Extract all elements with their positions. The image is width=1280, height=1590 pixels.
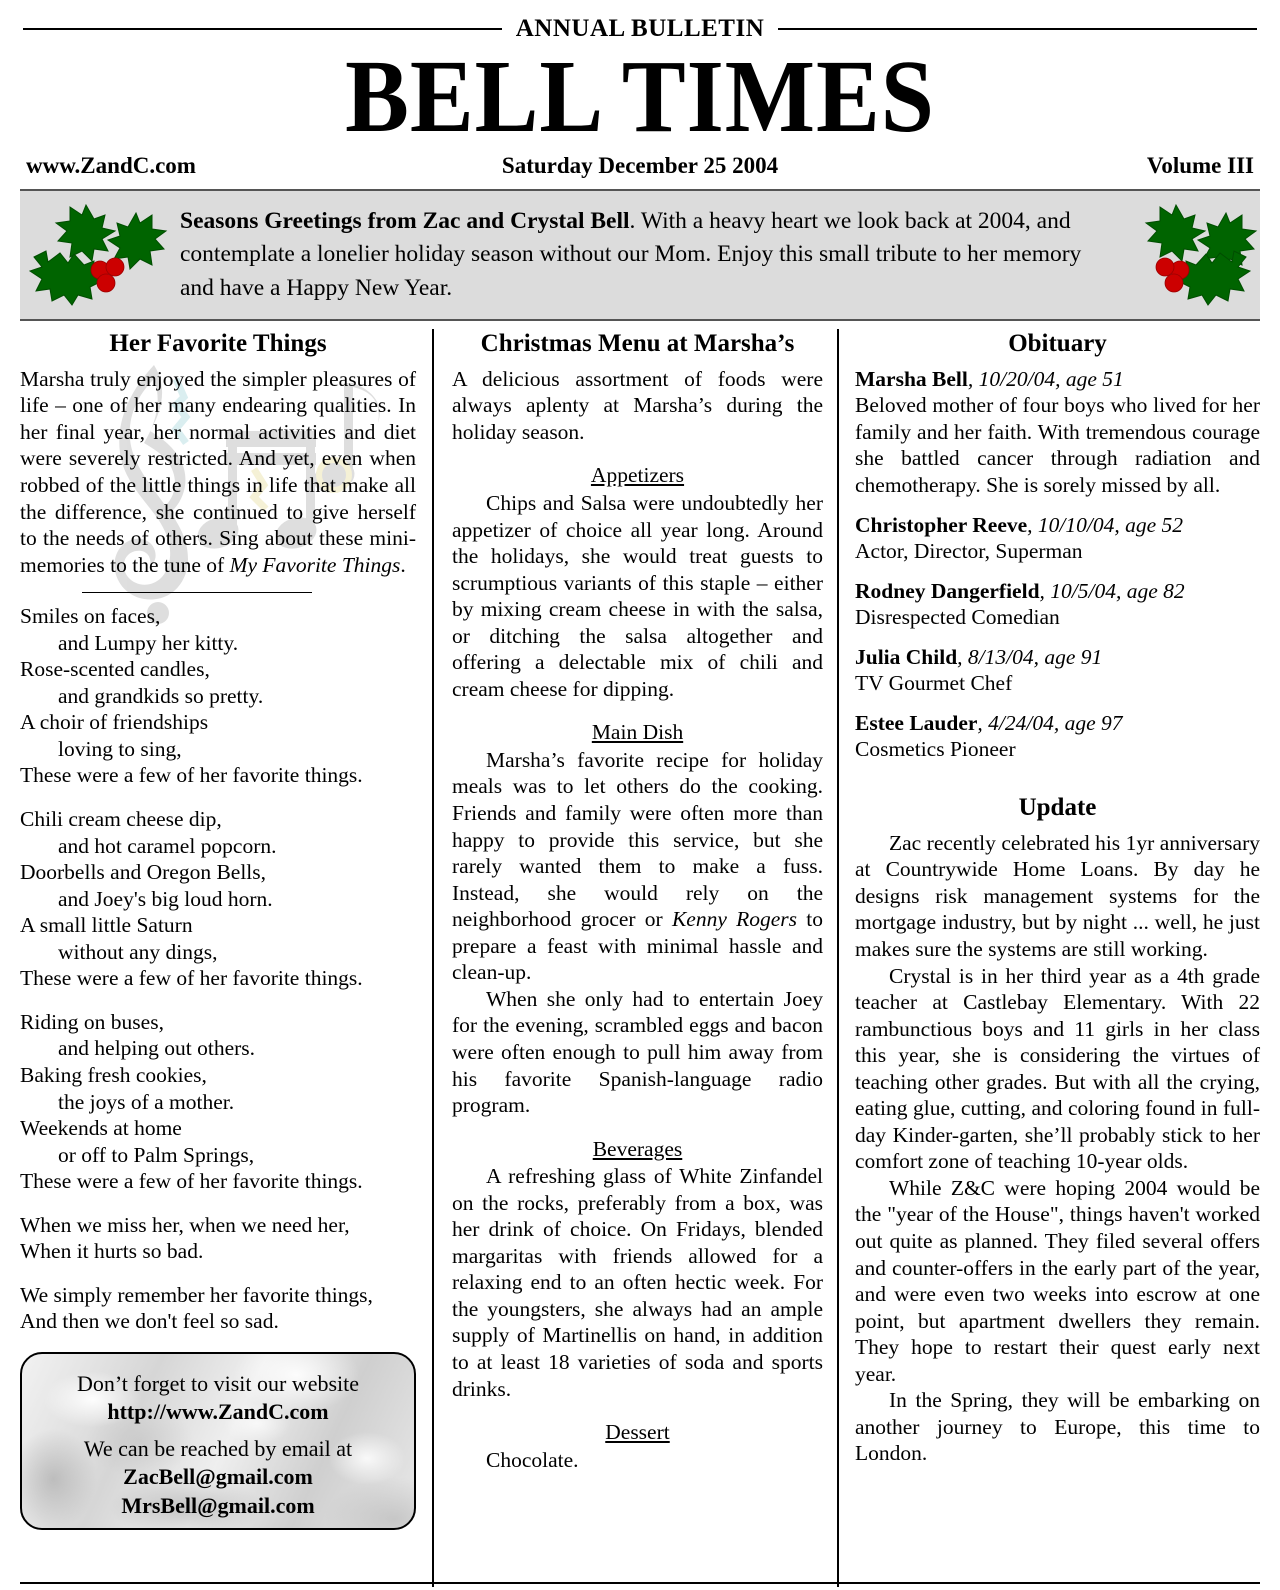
menu-subheading-label: Main Dish	[591, 720, 684, 745]
lyric-line: When we miss her, when we need her,	[20, 1212, 350, 1237]
newsletter-page	[0, 16, 1280, 1590]
lyrics-block	[20, 603, 416, 1335]
update-paragraph: While Z&C were hoping 2004 would be the "year of the House", things haven't worked out quite as planned. They filed several offers and counter-offers in the early part of the year, and were even two weeks into escrow at one point, but apartment dwellers they remain. They hope to restart their quest early next year.	[855, 1175, 1260, 1386]
holly-icon-left	[20, 195, 170, 315]
menu-subheading-label: Beverages	[592, 1136, 683, 1161]
kicker-rule-left	[23, 28, 502, 30]
banner-message	[170, 205, 1110, 305]
lyric-line: When it hurts so bad.	[20, 1239, 204, 1264]
lyric-line: And then we don't feel so sad.	[20, 1309, 279, 1334]
obituary-entry-name: Julia Child	[855, 644, 958, 669]
lyric-line: Baking fresh cookies,	[20, 1062, 207, 1087]
obituary-entry	[855, 644, 1260, 697]
lyrics-divider	[82, 592, 312, 593]
menu-sections	[452, 462, 823, 1473]
contact-email-zac[interactable]: ZacBell@gmail.com	[123, 1464, 313, 1490]
obituary-entry-header	[855, 578, 1260, 605]
obituary-entry-meta: , 10/5/04, age 82	[1039, 578, 1185, 603]
obituary-entry	[855, 366, 1260, 499]
obituary-heading: Obituary	[1008, 329, 1107, 357]
update-paragraph: Crystal is in her third year as a 4th grade teacher at Castlebay Elementary. With 22 rambunctious boys and 11 girls in her class this year, she is considering the virtues of teaching other grades. But with all the crying, eating glue, cutting, and coloring found in full-day Kinder-garten, she’ll probably stick to her comfort zone of teaching 10-year olds.	[855, 963, 1260, 1174]
menu-paragraph-text: Chips and Salsa were undoubtedly her appetizer of choice all year long. Around the holidays, she would treat guests to scrumptious variants of this staple – either by mixing cream cheese in with the salsa, or ditching the salsa altogether and offering a delectable mix of chili and cream cheese for dipping.	[452, 491, 823, 701]
menu-paragraph-text: A refreshing glass of White Zinfandel on the rocks, preferably from a box, was her drink of choice. On Fridays, blended margaritas with friends allowed for a relaxing end to an often hectic week. For the youngsters, she always had an ample supply of Martinellis on hand, in addition to at least 18 varieties of soda and sports drinks.	[452, 1164, 823, 1401]
obituary-entry	[855, 512, 1260, 565]
obituary-entry-header	[855, 366, 1260, 393]
menu-subheading-label: Appetizers	[590, 463, 685, 488]
lyric-line: These were a few of her favorite things.	[20, 966, 363, 991]
column-obituary-update	[839, 329, 1260, 1587]
greeting-banner	[20, 189, 1260, 321]
obituary-entry-name: Rodney Dangerfield	[855, 578, 1040, 603]
obituary-entry	[855, 578, 1260, 631]
lyric-stanza	[20, 1212, 416, 1265]
favorite-things-intro	[20, 366, 416, 578]
obituary-entry-description: Disrespected Comedian	[855, 605, 1060, 630]
menu-paragraph	[452, 1447, 823, 1474]
obituary-entry-name: Estee Lauder	[855, 710, 978, 735]
update-paragraph: In the Spring, they will be embarking on another journey to Europe, this time to London.	[855, 1388, 1260, 1466]
obituary-list	[855, 366, 1260, 763]
menu-subheading	[452, 1136, 823, 1163]
obituary-entry-description: Cosmetics Pioneer	[855, 737, 1016, 762]
obituary-entry	[855, 710, 1260, 763]
intro-text-b: .	[400, 552, 406, 577]
lyric-line: and Lumpy her kitty.	[58, 630, 239, 655]
menu-paragraph-text: Chocolate.	[486, 1447, 579, 1472]
page-title: BELL TIMES	[345, 39, 935, 154]
kicker-label: ANNUAL BULLETIN	[515, 15, 765, 42]
obituary-entry-meta: , 8/13/04, age 91	[957, 644, 1103, 669]
obituary-entry-meta: , 10/10/04, age 52	[1027, 512, 1184, 537]
lyric-line: These were a few of her favorite things.	[20, 1169, 363, 1194]
menu-subheading	[452, 719, 823, 746]
lyric-stanza	[20, 1282, 416, 1335]
menu-paragraph	[452, 747, 823, 986]
lyric-line: A choir of friendships	[20, 710, 209, 735]
obituary-entry-name: Christopher Reeve	[855, 512, 1028, 537]
intro-song-title: My Favorite Things	[229, 552, 401, 577]
menu-subheading-label: Dessert	[605, 1420, 670, 1445]
menu-paragraph	[452, 490, 823, 702]
column-two-heading: Christmas Menu at Marsha’s	[480, 329, 795, 357]
menu-paragraph-text-tail: to prepare a feast with minimal hassle and clean-up.	[452, 907, 823, 985]
obituary-entry-description: Actor, Director, Superman	[855, 539, 1083, 564]
lyric-line: Weekends at home	[20, 1116, 182, 1141]
masthead-volume: Volume III	[1146, 152, 1254, 178]
menu-paragraph-emphasis: Kenny Rogers	[671, 907, 798, 932]
intro-text-a: Marsha truly enjoyed the simpler pleasures of life – one of her many endearing qualities. In her final year, her normal activities and diet were severely restricted. And yet, even when robbed of the little things in life that make all the difference, she continued to give herself to the needs of others. Sing about these mini-memories to the tune of	[20, 366, 416, 577]
kicker-rule-right	[778, 28, 1257, 30]
lyric-line: Smiles on faces,	[20, 604, 161, 629]
menu-paragraph	[452, 986, 823, 1119]
lyric-line: and grandkids so pretty.	[58, 683, 264, 708]
menu-paragraph-text: When she only had to entertain Joey for the evening, scrambled eggs and bacon were often enough to pull him away from his favorite Spanish-language radio program.	[452, 986, 823, 1118]
contact-box	[20, 1352, 416, 1530]
obituary-entry-header	[855, 512, 1260, 539]
menu-intro: A delicious assortment of foods were always aplenty at Marsha’s during the holiday season.	[452, 366, 823, 444]
contact-email-label: We can be reached by email at	[83, 1436, 353, 1462]
lyric-line: Doorbells and Oregon Bells,	[20, 860, 267, 885]
banner-lead: Seasons Greetings from Zac and Crystal Bell	[180, 207, 630, 234]
menu-paragraph	[452, 1163, 823, 1402]
menu-paragraph-text: Marsha’s favorite recipe for holiday meals was to let others do the cooking. Friends and family were often more than happy to provide this service, but she rarely wanted them to make a fuss. Instead, she would rely on the neighborhood grocer or	[452, 747, 823, 932]
obituary-entry-name: Marsha Bell	[855, 366, 968, 391]
update-heading: Update	[1018, 793, 1097, 821]
lyric-line: We simply remember her favorite things,	[20, 1282, 373, 1307]
obituary-entry-meta: , 10/20/04, age 51	[967, 366, 1124, 391]
obituary-entry-header	[855, 710, 1260, 737]
lyric-line: A small little Saturn	[20, 913, 193, 938]
update-paragraph: Zac recently celebrated his 1yr anniversary at Countrywide Home Loans. By day he designs risk management systems for the mortgage industry, but by night ... well, he just makes sure the systems are still working.	[855, 830, 1260, 961]
menu-subheading	[452, 1419, 823, 1446]
obituary-entry-meta: , 4/24/04, age 97	[977, 710, 1123, 735]
update-body	[855, 830, 1260, 1467]
masthead-subheader	[20, 149, 1260, 185]
contact-spacer	[22, 1426, 414, 1435]
lyric-line: and helping out others.	[58, 1036, 256, 1061]
menu-subheading	[452, 462, 823, 489]
contact-website-url[interactable]: http://www.ZandC.com	[107, 1399, 329, 1425]
masthead-website: www.ZandC.com	[26, 152, 196, 178]
content-columns	[20, 329, 1260, 1587]
masthead-date: Saturday December 25 2004	[501, 152, 779, 178]
lyric-stanza	[20, 603, 416, 789]
masthead-kicker-row	[20, 16, 1260, 41]
lyric-line: or off to Palm Springs,	[58, 1142, 255, 1167]
banner-body: . With a heavy heart we look back at 2004, and contemplate a lonelier holiday season without our Mom. Enjoy this small tribute to her memory and have a Happy New Year.	[180, 207, 1082, 301]
holly-icon-right	[1110, 195, 1260, 315]
lyric-line: Riding on buses,	[20, 1009, 164, 1034]
lyric-line: Rose-scented candles,	[20, 657, 210, 682]
lyric-line: These were a few of her favorite things.	[20, 763, 363, 788]
column-one-heading: Her Favorite Things	[109, 329, 327, 357]
lyric-line: and hot caramel popcorn.	[58, 833, 277, 858]
lyric-line: without any dings,	[58, 939, 218, 964]
contact-website-label: Don’t forget to visit our website	[76, 1370, 360, 1396]
column-her-favorite-things	[20, 329, 432, 1587]
obituary-entry-description: TV Gourmet Chef	[855, 671, 1013, 696]
lyric-stanza	[20, 1009, 416, 1195]
obituary-entry-description: Beloved mother of four boys who lived for her family and her faith. With tremendous courage she battled cancer through radiation and chemotherapy. She is sorely missed by all.	[855, 393, 1260, 498]
page-bottom-rule	[20, 1582, 1260, 1584]
lyric-line: and Joey's big loud horn.	[58, 886, 273, 911]
lyric-stanza	[20, 806, 416, 992]
obituary-entry-header	[855, 644, 1260, 671]
lyric-line: Chili cream cheese dip,	[20, 807, 222, 832]
lyric-line: loving to sing,	[58, 736, 182, 761]
lyric-line: the joys of a mother.	[58, 1089, 235, 1114]
contact-email-mrs[interactable]: MrsBell@gmail.com	[121, 1492, 315, 1518]
column-christmas-menu	[432, 329, 839, 1587]
